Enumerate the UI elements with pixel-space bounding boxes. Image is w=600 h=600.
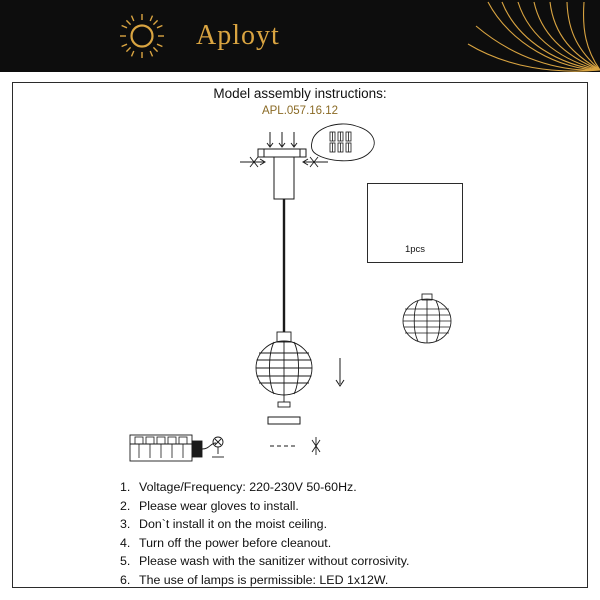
package-quantity-label: 1pcs bbox=[404, 244, 426, 255]
brand-name: Aployt bbox=[196, 20, 280, 51]
list-item bbox=[120, 552, 570, 571]
assembly-diagram bbox=[12, 110, 588, 470]
list-item-number: 2. bbox=[120, 498, 131, 513]
list-item-number: 4. bbox=[120, 535, 131, 550]
list-item-text: Don`t install it on the moist ceiling. bbox=[139, 517, 328, 531]
list-item-text: Please wash with the sanitizer without corrosivity. bbox=[139, 554, 410, 568]
brand-header bbox=[0, 0, 600, 72]
pendant-lamp-shade-icon bbox=[403, 294, 451, 343]
safety-notes-list bbox=[120, 478, 570, 589]
list-item-number: 6. bbox=[120, 572, 131, 587]
list-item-number: 3. bbox=[120, 517, 131, 531]
list-item-text: Turn off the power before cleanout. bbox=[139, 535, 332, 550]
list-item bbox=[120, 478, 570, 497]
page-title: Model assembly instructions: bbox=[213, 86, 387, 101]
list-item-text: The use of lamps is permissible: LED 1x12W. bbox=[139, 572, 389, 587]
list-item bbox=[120, 515, 570, 534]
sunburst-icon bbox=[120, 14, 164, 58]
list-item bbox=[120, 571, 570, 590]
palm-fan-icon bbox=[410, 0, 600, 72]
list-item bbox=[120, 497, 570, 516]
list-item-text: Voltage/Frequency: 220-230V 50-60Hz. bbox=[139, 480, 357, 494]
list-item-text: Please wear gloves to install. bbox=[139, 498, 299, 513]
list-item-number: 5. bbox=[120, 554, 131, 568]
list-item-number: 1. bbox=[120, 480, 131, 494]
list-item bbox=[120, 534, 570, 553]
model-code: APL.057.16.12 bbox=[261, 105, 339, 117]
terminal-block-wiring-icon bbox=[130, 435, 224, 461]
